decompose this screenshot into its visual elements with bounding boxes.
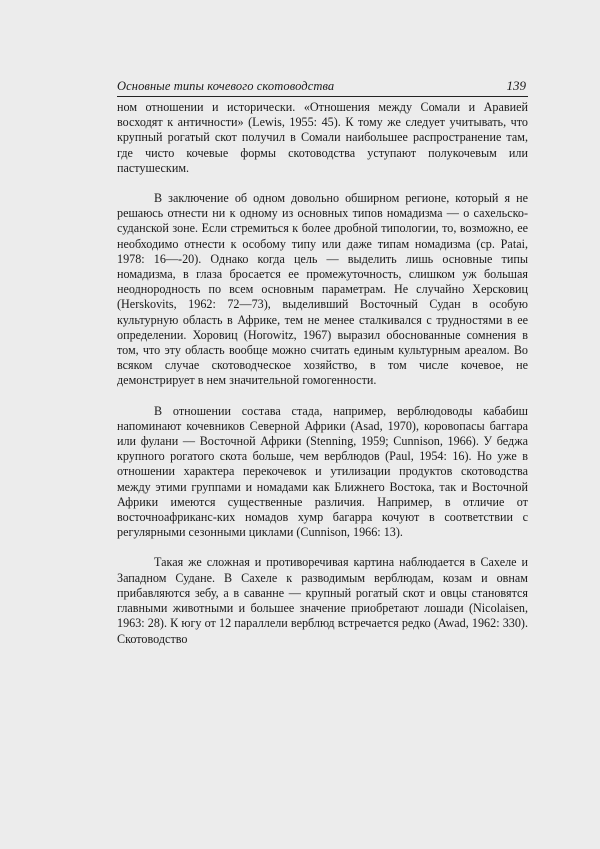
paragraph-herd-composition: В отношении состава стада, например, верблюдоводы кабабиш напоминают кочевников Северной Африки (Asad, 1970), коровопасы баггара или фулани — Восточной Африки (Stenning, 1959; Cunnison, 1966). У беджа крупного рогатого скота больше, чем верблюдов (Paul, 1954: 16). Но уже в отношении характера перекочевок и утилизации продуктов скотоводства между этими группами и номадами как Ближнего Востока, так и Восточной Африки имеются существенные различия. Например, в отличие от восточноафриканс-ких номадов хумр багарра кочуют в соответствии с регулярными сезонными циклами (Cunnison, 1966: 13). [117,403,528,540]
paragraph-continuation: ном отношении и исторически. «Отношения между Сомали и Аравией восходят к античности» (Lewis, 1955: 45). К тому же следует учитывать, что крупный рогатый скот получил в Сомали наибольшее распространение там, где чисто кочевые формы скотоводства уступают полукочевым или пастушеским. [117,100,528,175]
running-header-title: Основные типы кочевого скотоводства [117,79,335,93]
running-header [117,78,528,97]
paragraph-western-sudan: Такая же сложная и противоречивая картина наблюдается в Сахеле и Западном Судане. В Сахеле к разводимым верблюдам, козам и овнам прибавляются зебу, а в саванне — крупный рогатый скот и овцы становятся главными животными и большее значение приобретают лошади (Nicolaisen, 1963: 28). К югу от 12 параллели верблюд встречается редко (Awad, 1962: 330). Скотоводство [117,555,528,646]
page-number: 139 [506,78,526,93]
body-text [117,100,528,647]
paragraph-sahel-sudan: В заключение об одном довольно обширном регионе, который я не решаюсь отнести ни к одному из основных типов номадизма — о сахельско-суданской зоне. Если стремиться к более дробной типологии, то, возможно, ее необходимо отнести к особому типу или даже типам номадизма (ср. Patai, 1978: 16—-20). Однако когда цель — выделить лишь основные типы номадизма, в глаза бросается ее промежуточность, слишком уж большая неоднородность по всем основным параметрам. Не случайно Херсковиц (Herskovits, 1962: 72—73), выделивший Восточный Судан в особую культурную область в Африке, тем не менее сталкивался с трудностями в ее определении. Хоровиц (Horowitz, 1967) выразил обоснованные сомнения в том, что эту область вообще можно считать единым культурным ареалом. Во всяком случае скотоводческое хозяйство, в том числе кочевое, не демонстрирует в нем значительной гомогенности. [117,191,528,388]
